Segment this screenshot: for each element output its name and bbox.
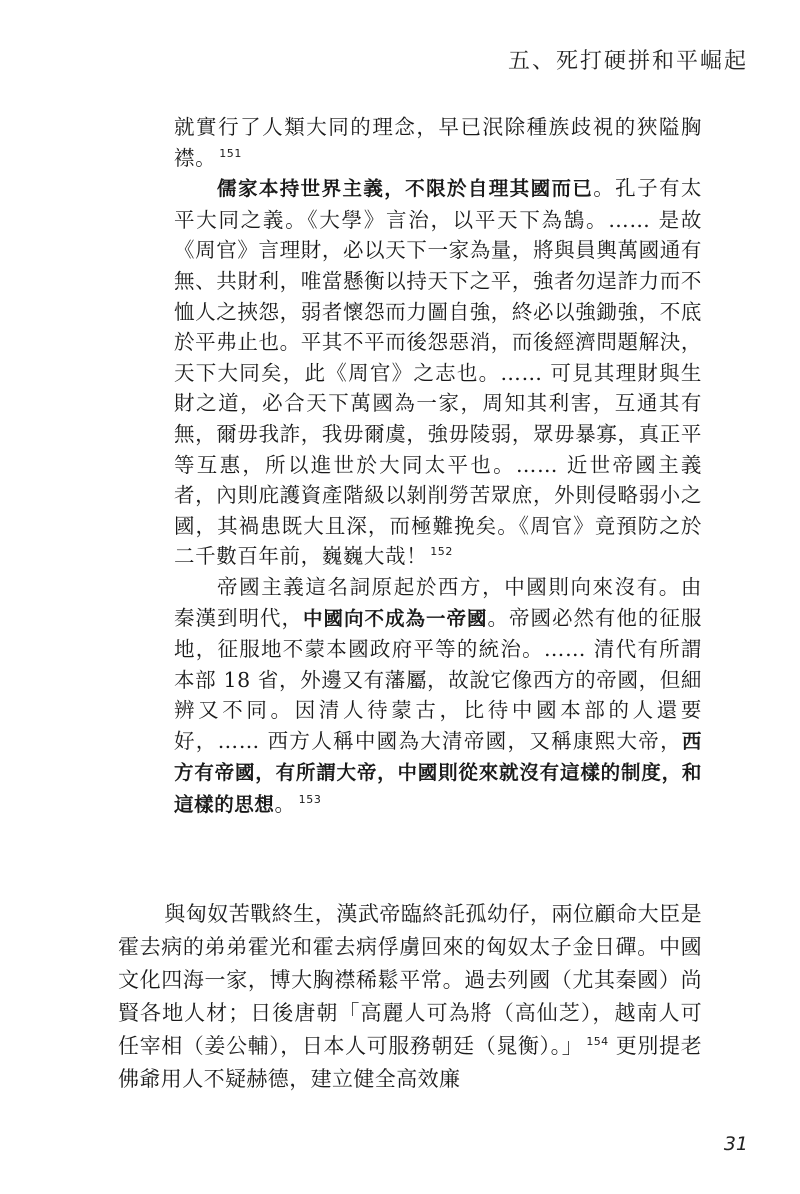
quote-3-bold-b: 西方有帝國，有所謂大帝，中國則從來就沒有這樣的制度，和這樣的思想	[174, 729, 702, 817]
quote-paragraph-1	[174, 112, 702, 173]
quote-3-text-b: 。帝國必然有他的征服地，征服地不蒙本國政府平等的統治。…… 清代有所謂本部 18 省，外邊又有藩屬，故說它像西方的帝國，但細辨又不同。因清人待蒙古，比待中國本部的人還要好，…… 西方人稱中國為大清帝國，又稱康熙大帝，	[174, 605, 703, 753]
footnote-ref-151[interactable]: 151	[219, 146, 242, 160]
footnote-ref-154[interactable]: 154	[586, 1035, 609, 1048]
quote-2-bold-lead: 儒家本持世界主義，不限於自理其國而已	[217, 177, 594, 201]
quote-3-bold-a: 中國向不成為一帝國	[302, 606, 488, 630]
page-number: 31	[723, 1133, 748, 1155]
block-quote	[174, 112, 702, 821]
body-text-a: 與匈奴苦戰終生，漢武帝臨終託孤幼仔，兩位顧命大臣是霍去病的弟弟霍光和霍去病俘虜回來的匈奴太子金日磾。中國文化四海一家，博大胸襟稀鬆平常。過去列國（尤其秦國）尚賢各地人材；日後唐朝「高麗人可為將（高仙芝），越南人可任宰相（姜公輔），日本人可服務朝廷（晁衡）。」	[118, 902, 702, 1058]
footnote-ref-153[interactable]: 153	[298, 793, 322, 807]
footnote-ref-152[interactable]: 152	[430, 545, 453, 559]
quote-3-text-a: 帝國主義這名詞原起於西方，中國則向來沒有。由秦漢到明代，	[174, 574, 702, 630]
quote-1-text: 就實行了人類大同的理念，早已泯除種族歧視的狹隘胸襟。	[174, 115, 702, 170]
quote-2-text: 。孔子有太平大同之義。《大學》言治，以平天下為鵠。…… 是故《周官》言理財，必以天下一家為量，將與員輿萬國通有無、共財利，唯當懸衡以持天下之平，強者勿逞詐力而不恤人之挾怨，弱者懷怨而力圖自強，終必以強鋤強，不底於平弗止也。平其不平而後怨惡消，而後經濟問題解決，天下大同矣，此《周官》之志也。…… 可見其理財與生財之道，必合天下萬國為一家，周知其利害，互通其有無，爾毋我詐，我毋爾虞，強毋陵弱，眾毋暴寡，真正平等互惠，所以進世於大同太平也。…… 近世帝國主義者，內則庇護資產階級以剝削勞苦眾庶，外則侵略弱小之國，其禍患既大且深，而極難挽矣。《周官》竟預防之於二千數百年前，巍巍大哉！	[174, 176, 702, 569]
quote-3-text-c: 。	[274, 792, 296, 817]
quote-paragraph-3	[174, 572, 702, 821]
running-header-chapter-title: 五、死打硬拼和平崛起	[507, 49, 748, 74]
quote-paragraph-2	[174, 173, 702, 572]
body-text-b: 更別提老佛爺用人不疑赫德，建立健全高效廉	[118, 1034, 702, 1091]
body-paragraph	[118, 898, 702, 1096]
